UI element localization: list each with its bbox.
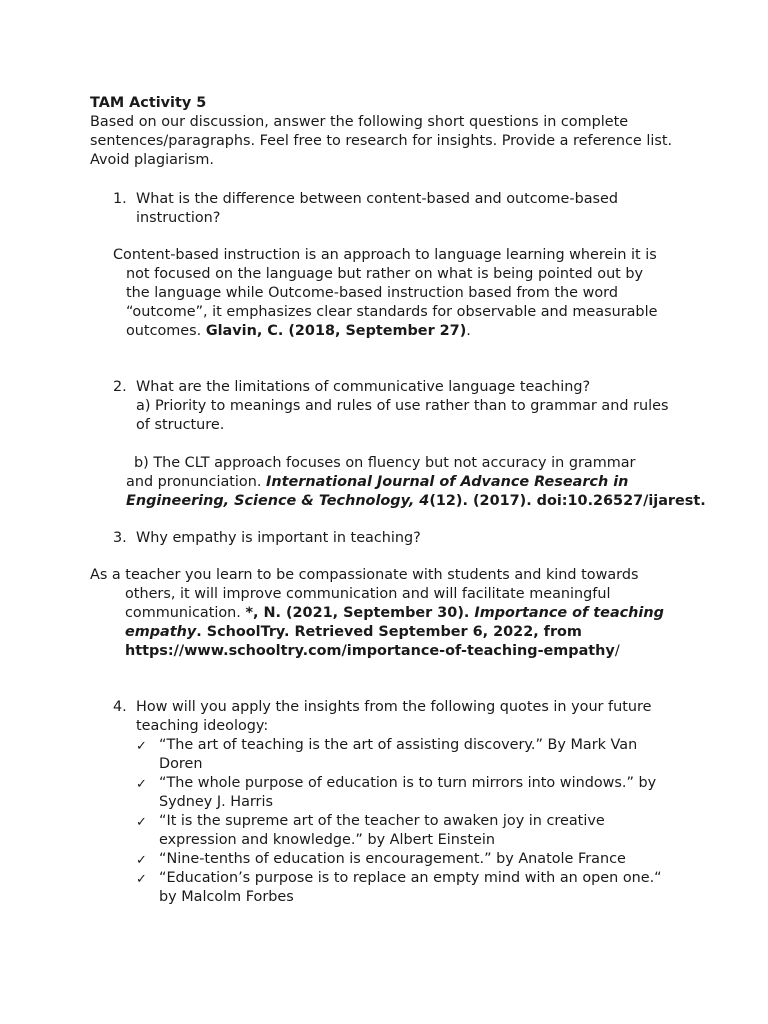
answer-text: not focused on the language but rather on what is being pointed out by (126, 266, 644, 282)
quote-item (159, 850, 626, 869)
quote-text: by Malcolm Forbes (159, 889, 294, 905)
answer-b-text: and pronunciation. International Journal of Advance Research in (126, 474, 629, 490)
quote-text: “It is the supreme art of the teacher to awaken joy in creative (159, 813, 605, 829)
answer-text-last: outcomes. Glavin, C. (2018, September 27). (126, 323, 471, 339)
document-header (90, 94, 672, 170)
answer-text: communication. *, N. (2021, September 30). Importance of teaching (125, 605, 664, 621)
question-text: teaching ideology: (136, 718, 269, 734)
check-icon: ✓ (136, 815, 147, 830)
question-text: How will you apply the insights from the following quotes in your future (136, 699, 652, 715)
check-icon: ✓ (136, 853, 147, 868)
document-title: TAM Activity 5 (90, 95, 207, 111)
question-number: 2. (113, 379, 127, 395)
reference-author: *, N. (2021, September 30). (245, 605, 475, 621)
quote-text: Doren (159, 756, 203, 772)
answer-1 (113, 246, 657, 341)
check-icon: ✓ (136, 872, 147, 887)
question-4 (136, 698, 651, 736)
answer-text: the language while Outcome-based instruction based from the word (126, 285, 618, 301)
reference-url-line: https://www.schooltry.com/importance-of-teaching-empathy/ (125, 643, 620, 659)
reference-line: empathy. SchoolTry. Retrieved September 6, 2022, from (125, 624, 582, 640)
check-icon: ✓ (136, 777, 147, 792)
journal-title: Engineering, Science & Technology, 4 (126, 493, 430, 509)
answer-text: As a teacher you learn to be compassionate with students and kind towards (90, 567, 639, 583)
quote-item (159, 812, 605, 850)
answer-text: Content-based instruction is an approach to language learning wherein it is (113, 247, 657, 263)
answer-3 (90, 566, 664, 661)
question-text: instruction? (136, 210, 221, 226)
instructions-line: sentences/paragraphs. Feel free to research for insights. Provide a reference list. (90, 133, 673, 149)
instructions-line: Based on our discussion, answer the following short questions in complete (90, 114, 629, 130)
question-3 (136, 529, 421, 548)
quote-item (159, 869, 662, 907)
answer-text: others, it will improve communication and will facilitate meaningful (125, 586, 611, 602)
question-number: 1. (113, 191, 127, 207)
answer-a-text: of structure. (136, 417, 225, 433)
question-number: 4. (113, 699, 127, 715)
answer-b-text: b) The CLT approach focuses on fluency but not accuracy in grammar (134, 455, 636, 471)
quote-text: “Education’s purpose is to replace an empty mind with an open one.“ (159, 870, 662, 886)
question-text: What is the difference between content-based and outcome-based (136, 191, 619, 207)
quote-item (159, 736, 637, 774)
reference-title: empathy (125, 624, 197, 640)
answer-a-text: a) Priority to meanings and rules of use rather than to grammar and rules (136, 398, 669, 414)
quote-text: Sydney J. Harris (159, 794, 273, 810)
answer-b-reference: Engineering, Science & Technology, 4(12). (2017). doi:10.26527/ijarest. (126, 493, 706, 509)
quote-text: “Nine-tenths of education is encouragement.” by Anatole France (159, 851, 626, 867)
journal-title: International Journal of Advance Research in (266, 474, 629, 490)
quote-text: “The art of teaching is the art of assisting discovery.” By Mark Van (159, 737, 638, 753)
citation: Glavin, C. (2018, September 27) (205, 323, 467, 339)
reference-title: Importance of teaching (474, 605, 664, 621)
instructions-line: Avoid plagiarism. (90, 152, 214, 168)
quote-text: expression and knowledge.” by Albert Einstein (159, 832, 495, 848)
question-text: What are the limitations of communicative language teaching? (136, 379, 591, 395)
answer-text: “outcome”, it emphasizes clear standards for observable and measurable (126, 304, 658, 320)
question-number: 3. (113, 530, 127, 546)
quote-item (159, 774, 656, 812)
question-text: Why empathy is important in teaching? (136, 530, 421, 546)
answer-2b (126, 454, 706, 511)
question-2 (136, 378, 668, 435)
quote-text: “The whole purpose of education is to turn mirrors into windows.” by (159, 775, 657, 791)
reference-url: https://www.schooltry.com/importance-of-teaching-empathy (125, 643, 615, 659)
check-icon: ✓ (136, 739, 147, 754)
question-1 (136, 190, 618, 228)
